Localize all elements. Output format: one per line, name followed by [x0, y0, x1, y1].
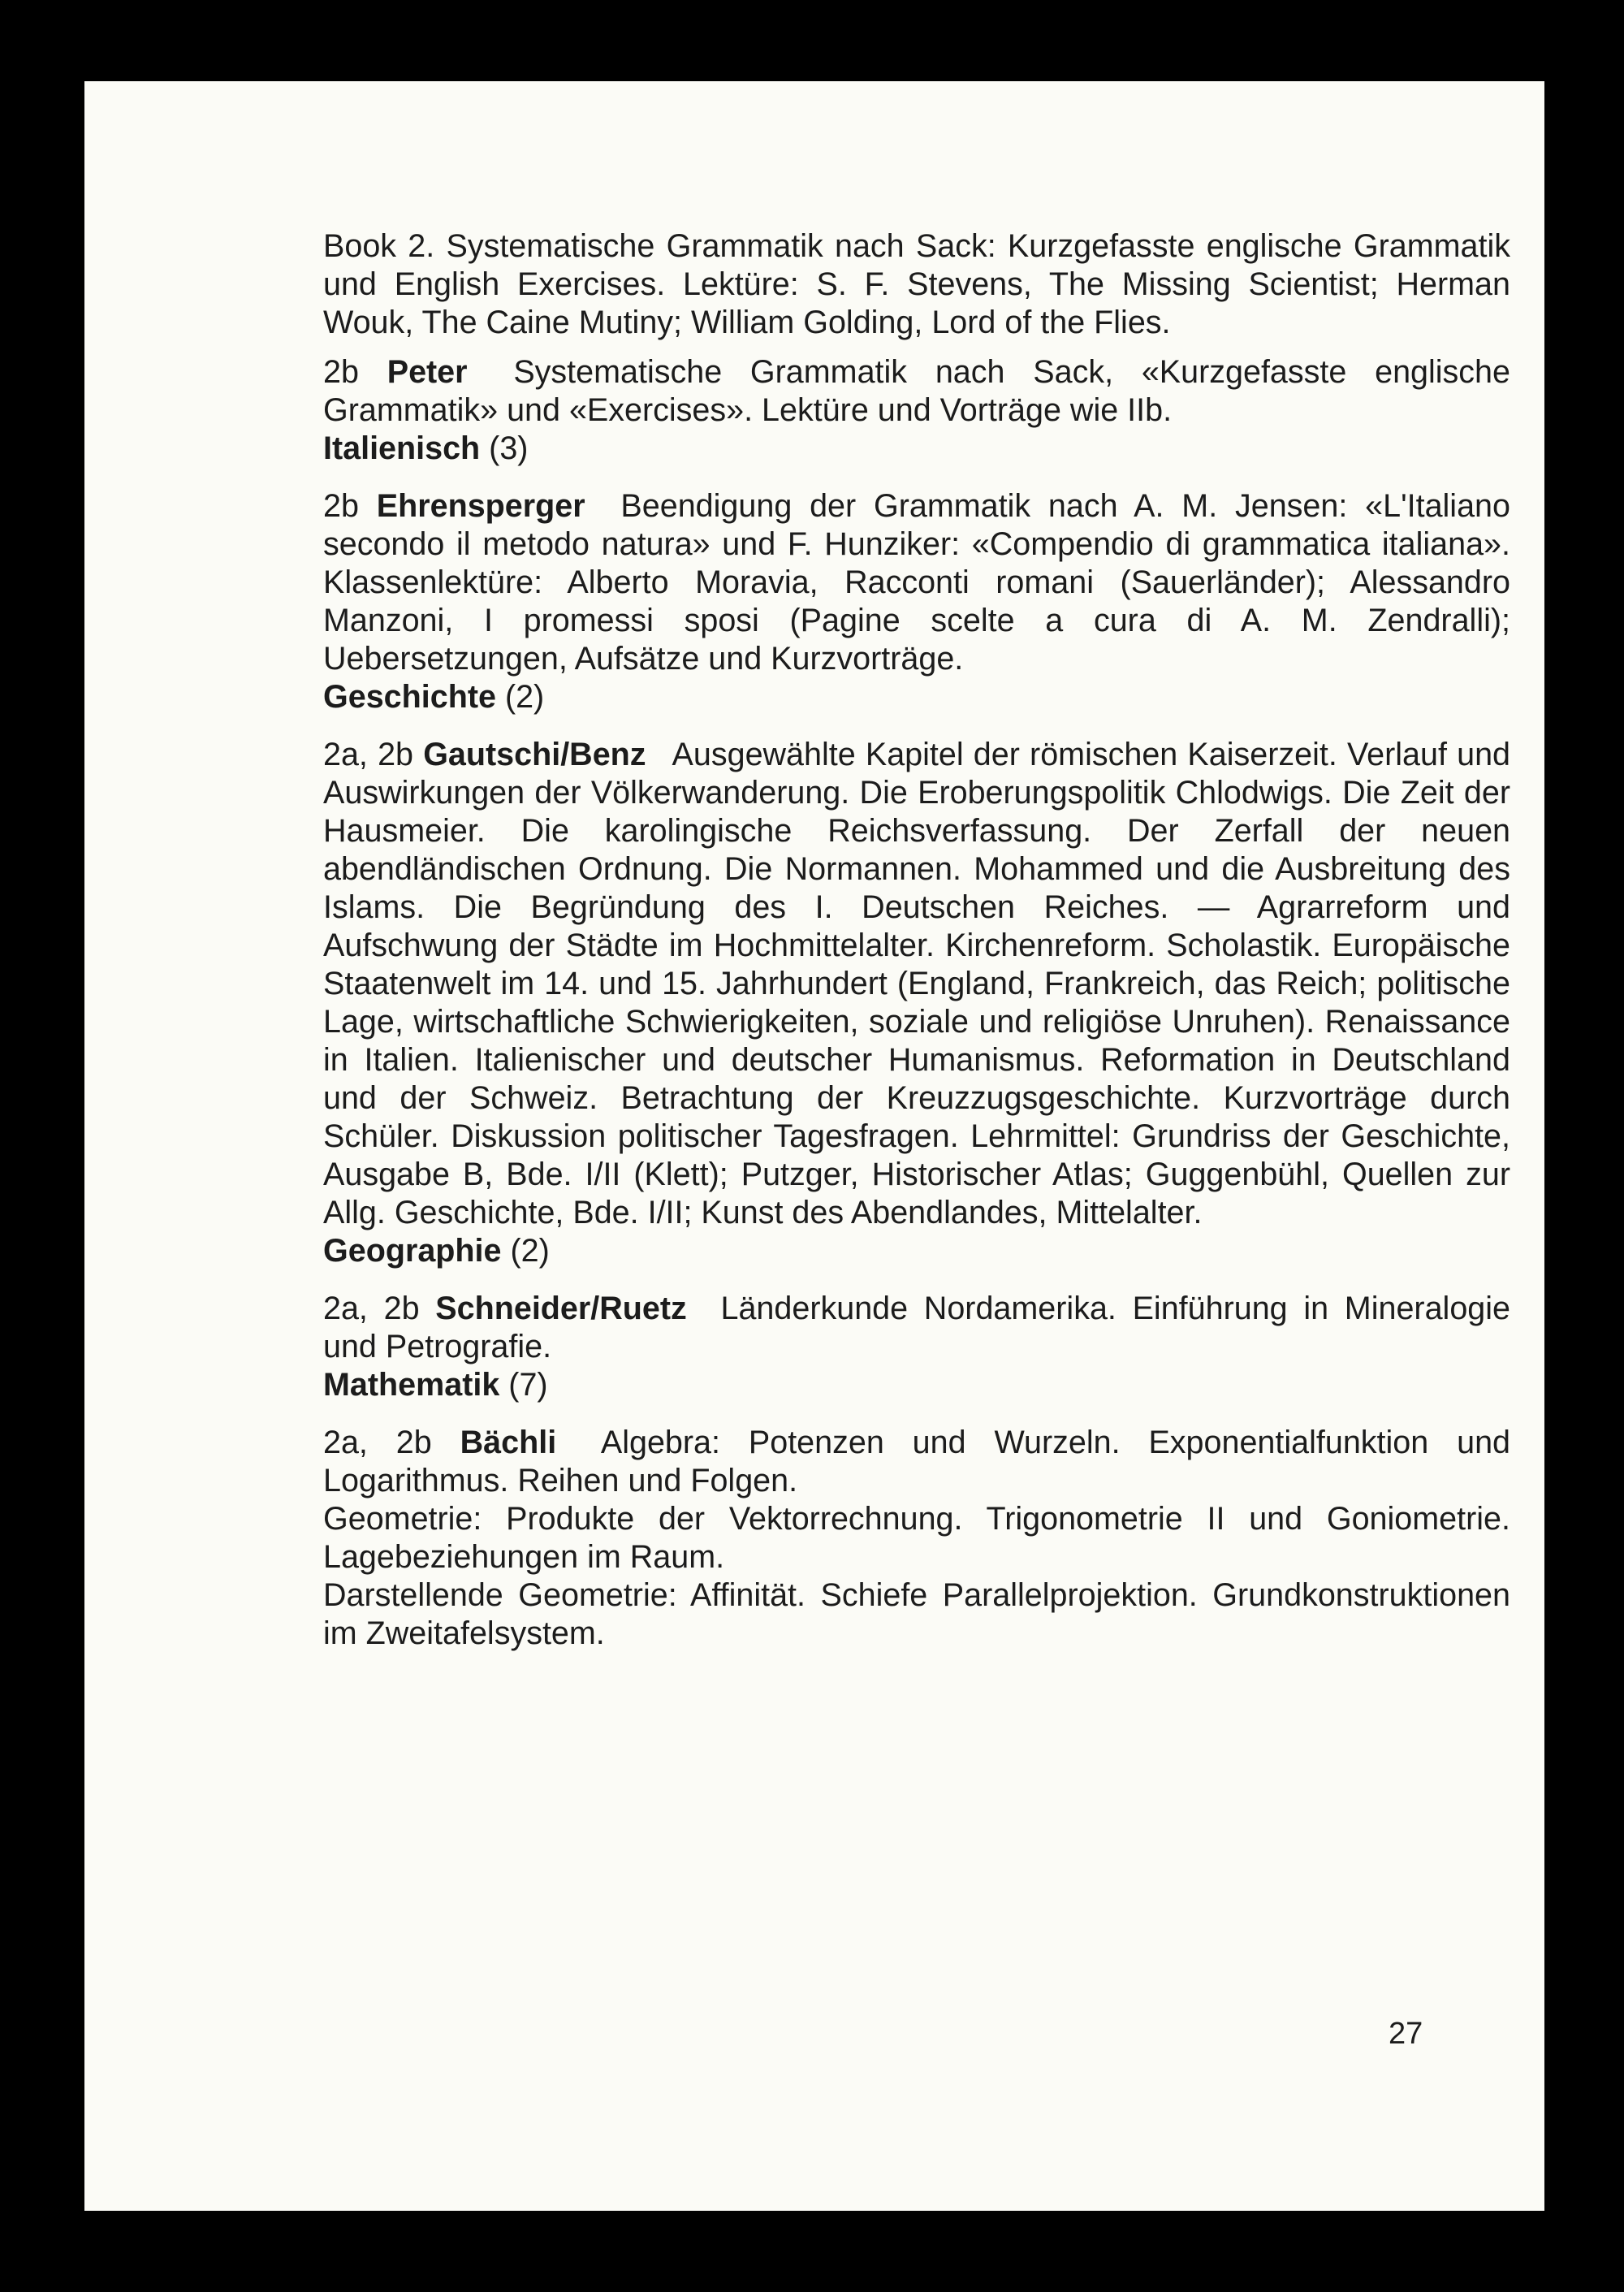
section-heading-mathematik	[323, 1366, 1510, 1404]
section-body-geographie	[323, 1290, 1510, 1366]
english-2b-paragraph	[323, 353, 1510, 430]
class-label: 2b	[323, 354, 359, 390]
english-intro-paragraph: Book 2. Systematische Grammatik nach Sack: Kurzgefasste englische Grammatik und English Exercises. Lektüre: S. F. Stevens, The Missing Scientist; Herman Wouk, The Caine Mutiny; William Golding, Lord of the Flies.	[323, 228, 1510, 340]
hours-count: (7)	[508, 1367, 548, 1403]
teacher-name: Ehrensperger	[376, 488, 585, 524]
section-body-geschichte	[323, 736, 1510, 1232]
class-label: 2a, 2b	[323, 1425, 432, 1460]
class-label: 2b	[323, 488, 359, 524]
teacher-name: Bächli	[460, 1425, 557, 1460]
paragraph-text: Algebra: Potenzen und Wurzeln. Exponentialfunktion und Logarithmus. Reihen und Folgen.	[323, 1425, 1511, 1498]
section-body-italienisch	[323, 487, 1510, 678]
hours-count: (3)	[489, 430, 529, 466]
class-label: 2a, 2b	[323, 1291, 420, 1326]
section-heading-italienisch	[323, 430, 1510, 468]
page-number: 27	[1389, 2017, 1423, 2051]
teacher-name: Gautschi/Benz	[423, 737, 646, 772]
paragraph-text: Länderkunde Nordamerika. Einführung in Mineralogie und Petrografie.	[323, 1291, 1510, 1364]
document-page	[84, 81, 1544, 2211]
paragraph-text: Ausgewählte Kapitel der römischen Kaiserzeit. Verlauf und Auswirkungen der Völkerwanderung. Die Eroberungspolitik Chlodwigs. Die Zeit der Hausmeier. Die karolingische Reichsverfassung. Der Zerfall der neuen abendländischen Ordnung. Die Normannen. Mohammed und die Ausbreitung des Islams. Die Begründung des I. Deutschen Reiches. — Agrarreform und Aufschwung der Städte im Hochmittelalter. Kirchenreform. Scholastik. Europäische Staatenwelt im 14. und 15. Jahrhundert (England, Frankreich, das Reich; politische Lage, wirtschaftliche Schwierigkeiten, soziale und religiöse Unruhen). Renaissance in Italien. Italienischer und deutscher Humanismus. Reformation in Deutschland und der Schweiz. Betrachtung der Kreuzzugsgeschichte. Kurzvorträge durch Schüler. Diskussion politischer Tagesfragen. Lehrmittel: Grundriss der Geschichte, Ausgabe B, Bde. I/II (Klett); Putzger, Historischer Atlas; Guggenbühl, Quellen zur Allg. Geschichte, Bde. I/II; Kunst des Abendlandes, Mittelalter.	[323, 737, 1511, 1230]
subject-title: Geographie	[323, 1233, 502, 1269]
teacher-name: Schneider/Ruetz	[435, 1291, 687, 1326]
teacher-name: Peter	[387, 354, 468, 390]
mathematik-darstellende-geometrie-paragraph: Darstellende Geometrie: Affinität. Schiefe Parallelprojektion. Grundkonstruktionen im Zweitafelsystem.	[323, 1577, 1510, 1651]
section-heading-geschichte	[323, 678, 1510, 716]
hours-count: (2)	[510, 1233, 550, 1269]
hours-count: (2)	[504, 679, 545, 715]
subject-title: Mathematik	[323, 1367, 500, 1403]
paragraph-text: Beendigung der Grammatik nach A. M. Jensen: «L'Italiano secondo il metodo natura» und F. Hunziker: «Compendio di grammatica italiana». Klassenlektüre: Alberto Moravia, Racconti romani (Sauerländer); Alessandro Manzoni, I promessi sposi (Pagine scelte a cura di A. M. Zendralli); Uebersetzungen, Aufsätze und Kurzvorträge.	[323, 488, 1510, 677]
class-label: 2a, 2b	[323, 737, 414, 772]
section-heading-geographie	[323, 1232, 1510, 1270]
paragraph-text: Systematische Grammatik nach Sack, «Kurzgefasste englische Grammatik» und «Exercises». Lektüre und Vorträge wie IIb.	[323, 354, 1510, 428]
subject-title: Geschichte	[323, 679, 496, 715]
section-body-mathematik	[323, 1424, 1510, 1500]
mathematik-geometrie-paragraph: Geometrie: Produkte der Vektorrechnung. Trigonometrie II und Goniometrie. Lagebeziehungen im Raum.	[323, 1501, 1510, 1575]
page-content	[323, 227, 1510, 1653]
subject-title: Italienisch	[323, 430, 481, 466]
